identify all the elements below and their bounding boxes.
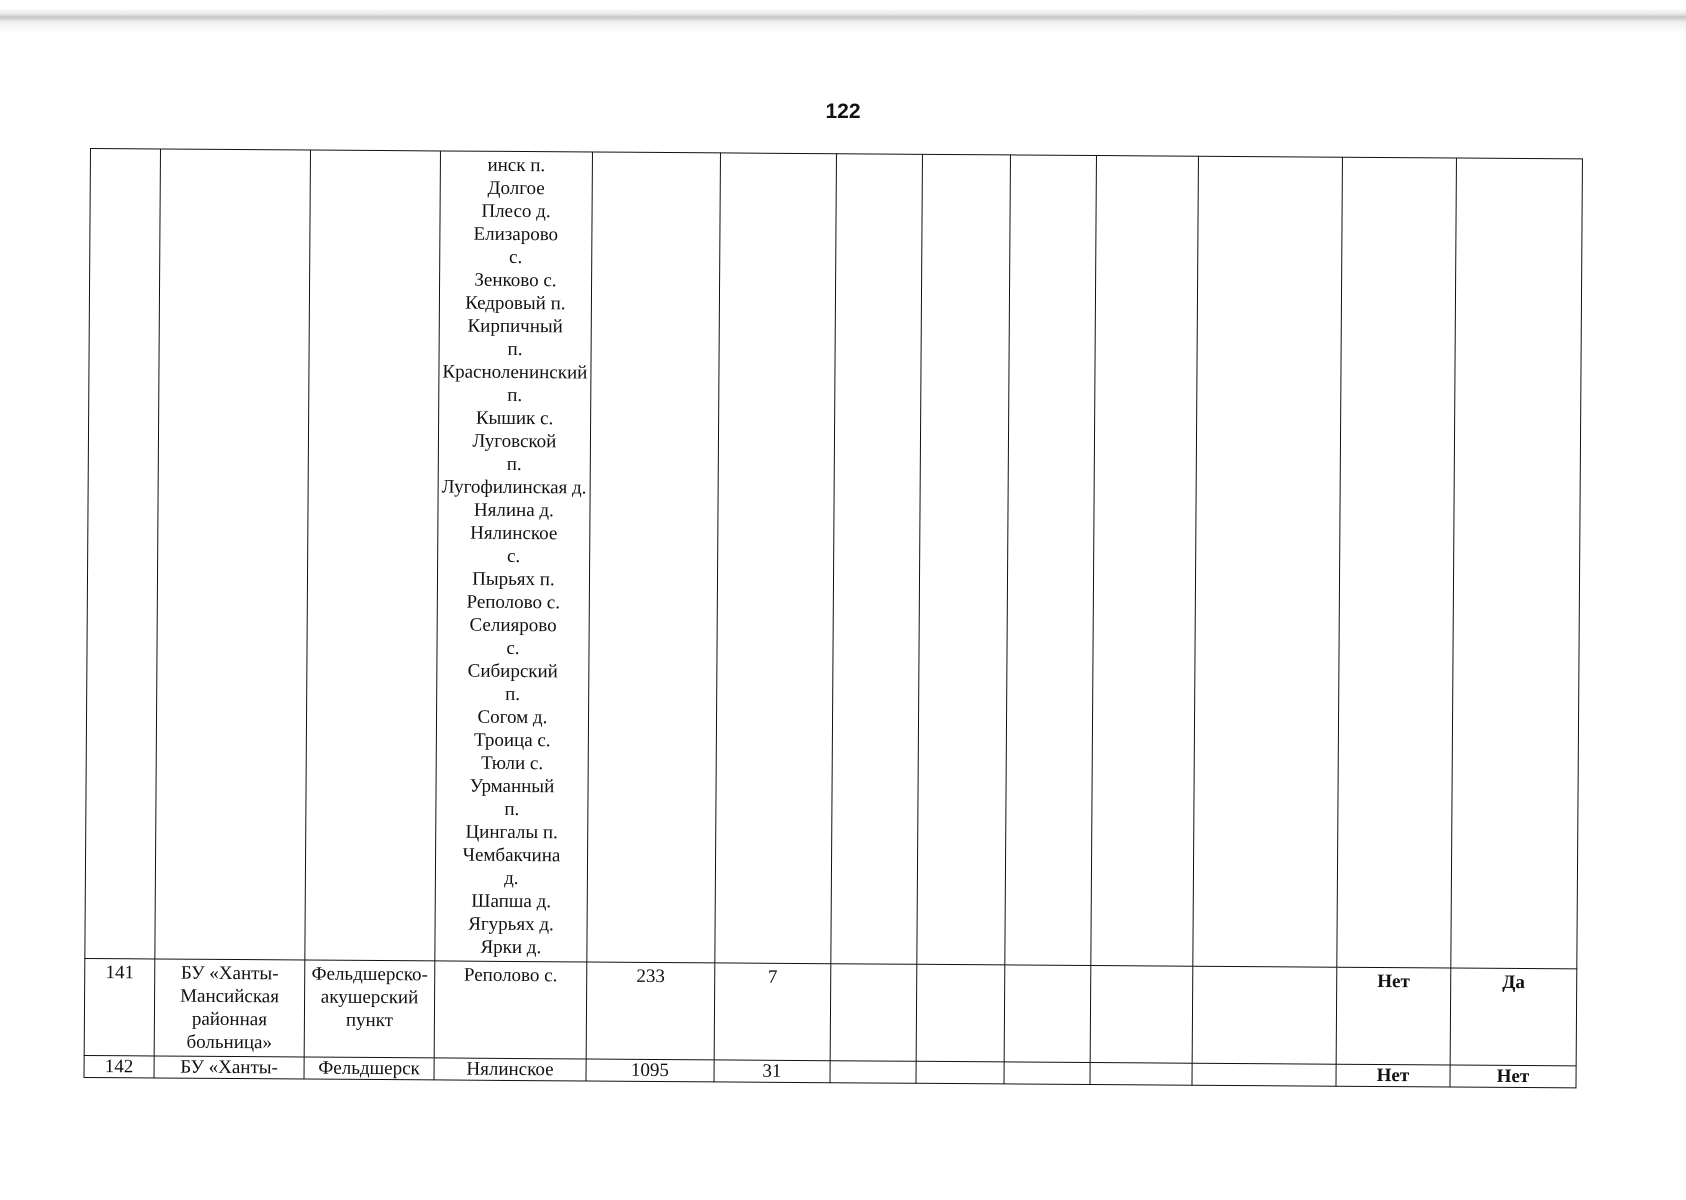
cell-empty bbox=[1004, 965, 1091, 1063]
cell-col12 bbox=[1451, 158, 1583, 969]
cell-empty bbox=[1005, 155, 1097, 966]
cell-empty bbox=[1091, 156, 1199, 967]
cell-col12: Да bbox=[1450, 968, 1577, 1066]
cell-num: 141 bbox=[84, 958, 155, 1055]
cell-org: БУ «Ханты-Мансийская районная больница» bbox=[154, 959, 305, 1057]
cell-col11 bbox=[1337, 157, 1457, 968]
data-table bbox=[84, 148, 1583, 1088]
cell-empty bbox=[830, 964, 917, 1062]
cell-type: Фельдшерск bbox=[304, 1057, 434, 1080]
cell-col11: Нет bbox=[1336, 967, 1451, 1065]
cell-org bbox=[155, 149, 311, 960]
page-number: 122 bbox=[825, 100, 861, 123]
table-row bbox=[84, 958, 1577, 1065]
cell-count bbox=[715, 153, 837, 964]
cell-population: 233 bbox=[586, 962, 715, 1060]
cell-type: Фельдшерско-акушерский пункт bbox=[304, 960, 435, 1058]
cell-empty bbox=[916, 964, 1005, 1062]
cell-empty bbox=[916, 1061, 1004, 1084]
table-row-continuation bbox=[85, 149, 1582, 969]
cell-empty bbox=[1193, 156, 1343, 967]
cell-empty bbox=[830, 1061, 916, 1084]
cell-settlement: Нялинское bbox=[434, 1058, 586, 1081]
cell-type bbox=[305, 150, 441, 961]
cell-settlement: Реполово с. bbox=[434, 961, 587, 1059]
cell-col11: Нет bbox=[1336, 1064, 1450, 1087]
cell-count: 31 bbox=[714, 1060, 830, 1083]
cell-empty bbox=[917, 154, 1011, 965]
cell-org: БУ «Ханты- bbox=[154, 1056, 304, 1079]
cell-population bbox=[587, 152, 721, 963]
cell-col12: Нет bbox=[1450, 1065, 1576, 1088]
cell-num: 142 bbox=[84, 1055, 154, 1077]
cell-empty bbox=[1192, 1063, 1336, 1086]
cell-num bbox=[85, 149, 161, 959]
cell-count: 7 bbox=[714, 963, 831, 1061]
scan-edge-artifact bbox=[0, 8, 1686, 34]
cell-empty bbox=[831, 154, 923, 965]
cell-empty bbox=[1090, 1063, 1192, 1086]
cell-empty bbox=[1090, 966, 1193, 1064]
cell-empty bbox=[1004, 1062, 1090, 1085]
cell-settlements-list: инск п. Долгое Плесо д. Елизарово с. Зенково с. Кедровый п. Кирпичный п. Красноленинский п. Кышик с. Луговской п. Лугофилинская д. Нялина д. Нялинское с. Пырьях п. Реполово с. Селиярово с. Сибирский п. Согом д. Троица с. Тюли с. Урманный п. Цингалы п. Чембакчина д. Шапша д. Ягурьях д. Ярки д. bbox=[435, 151, 593, 962]
cell-population: 1095 bbox=[586, 1059, 714, 1082]
cell-empty bbox=[1192, 966, 1337, 1064]
